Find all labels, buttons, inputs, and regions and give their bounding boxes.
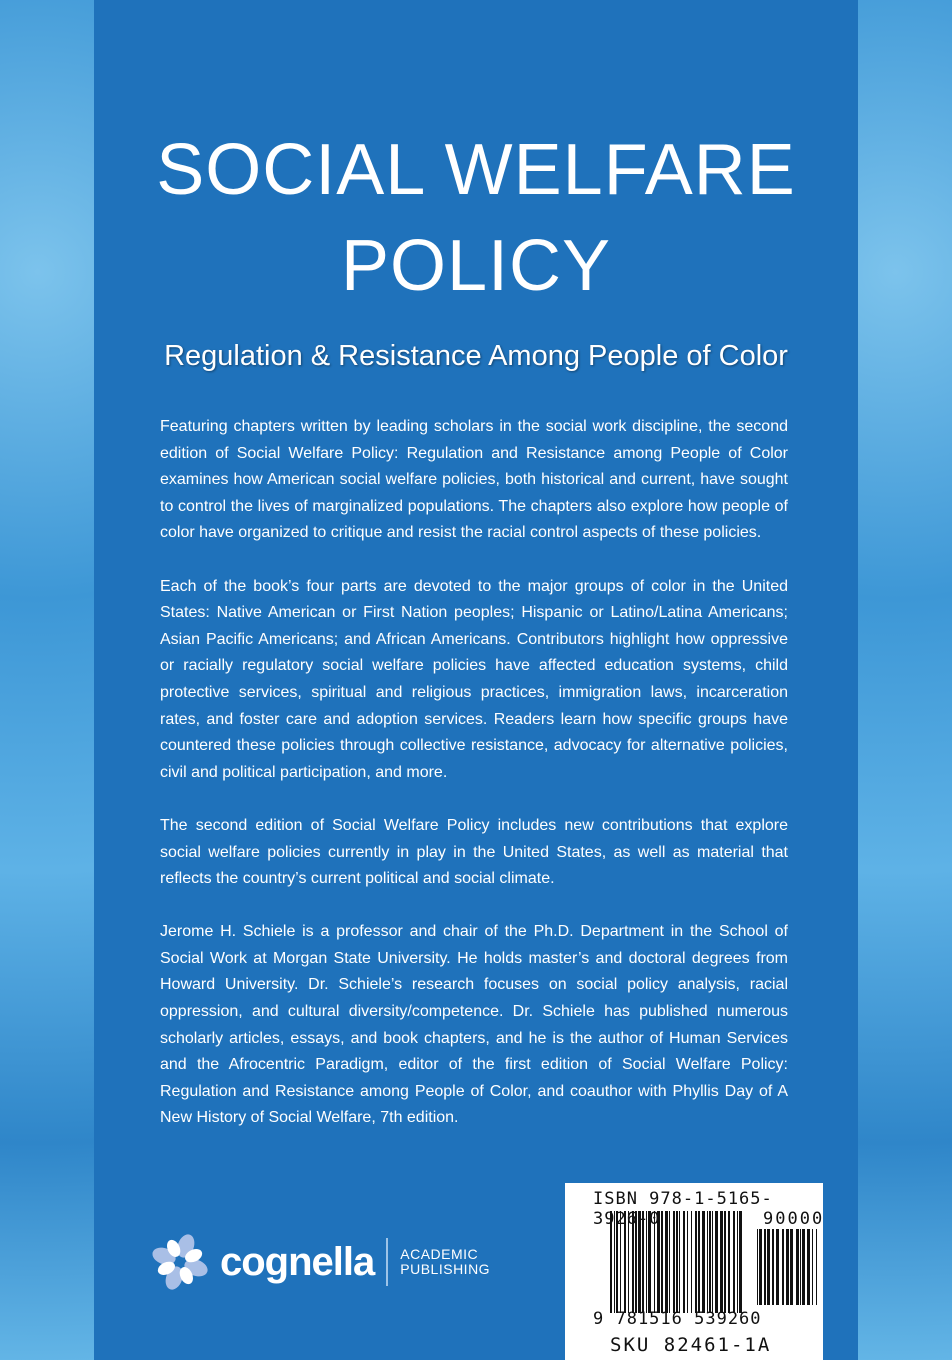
publisher-tagline — [400, 1247, 490, 1277]
tagline-line-2: PUBLISHING — [400, 1261, 491, 1277]
cognella-flower-icon — [150, 1232, 210, 1292]
description — [160, 414, 788, 1159]
barcode-bar — [772, 1229, 774, 1305]
barcode-bar — [757, 1229, 758, 1305]
publisher-name: cognella — [220, 1239, 375, 1284]
title-line-1: SOCIAL WELFARE — [156, 130, 796, 210]
barcode-box — [565, 1183, 823, 1360]
paragraph: Featuring chapters written by leading scholars in the social work discipline, the second edition of Social Welfare Policy: Regulation and Resistance among People of Color examines how American social welfare policies, both historical and current, have sought to control the lives of marginalized populations. The chapters also explore how people of color have organized to critique and resist the racial control aspects of these policies. — [160, 418, 788, 542]
paragraph: Each of the book’s four parts are devoted to the major groups of color in the United States: Native American or First Nation peoples; Hispanic or Latino/Latina Americans; Asian Pacific Americans; and African Americans. Contributors highlight how oppressive or racially regulatory social welfare policies have affected education systems, child protective services, spiritual and religious practices, immigration laws, incarceration rates, and foster care and adoption services. Readers learn how specific groups have countered these policies through collective resistance, advocacy for alternative policies, civil and political participation, and more. — [160, 577, 788, 781]
tagline-line-1: ACADEMIC — [400, 1246, 479, 1262]
barcode-bar — [782, 1229, 784, 1305]
barcode-bar — [807, 1229, 810, 1305]
barcode-bar — [802, 1229, 805, 1305]
sku-text: SKU 82461-1A — [610, 1334, 772, 1356]
book-title — [0, 122, 952, 314]
publisher-logo — [150, 1232, 490, 1292]
logo-divider — [386, 1238, 388, 1286]
barcode-bar — [796, 1229, 799, 1305]
price-addon: 90000 — [763, 1209, 825, 1229]
barcode-bar — [767, 1229, 770, 1305]
title-line-2: POLICY — [340, 226, 612, 306]
barcode-bar — [790, 1229, 793, 1305]
barcode-bar — [812, 1229, 813, 1305]
barcode-bar — [800, 1229, 801, 1305]
barcode-bar — [759, 1229, 762, 1305]
barcode-digits: 9 781516 539260 — [593, 1309, 762, 1329]
barcode-bar — [776, 1229, 779, 1305]
isbn-text: ISBN 978-1-5165-3926-0 — [593, 1189, 773, 1229]
barcode-bar — [786, 1229, 789, 1305]
book-subtitle: Regulation & Resistance Among People of Color — [164, 340, 788, 372]
barcode-bar — [816, 1229, 817, 1305]
paragraph: The second edition of Social Welfare Policy includes new contributions that explore social welfare policies currently in play in the United States, as well as material that reflects the country’s current political and social climate. — [160, 816, 788, 888]
author-bio: Jerome H. Schiele is a professor and chair of the Ph.D. Department in the School of Social Work at Morgan State University. He holds master’s and doctoral degrees from Howard University. Dr. Schiele’s research focuses on social policy analysis, racial oppression, and cultural diversity/competence. Dr. Schiele has published numerous scholarly articles, essays, and book chapters, and he is the author of Human Services and the Afrocentric Paradigm, editor of the first edition of Social Welfare Policy: Regulation and Resistance among People of Color, and coauthor with Phyllis Day of A New History of Social Welfare, 7th edition. — [160, 923, 788, 1127]
barcode-bar — [764, 1229, 766, 1305]
